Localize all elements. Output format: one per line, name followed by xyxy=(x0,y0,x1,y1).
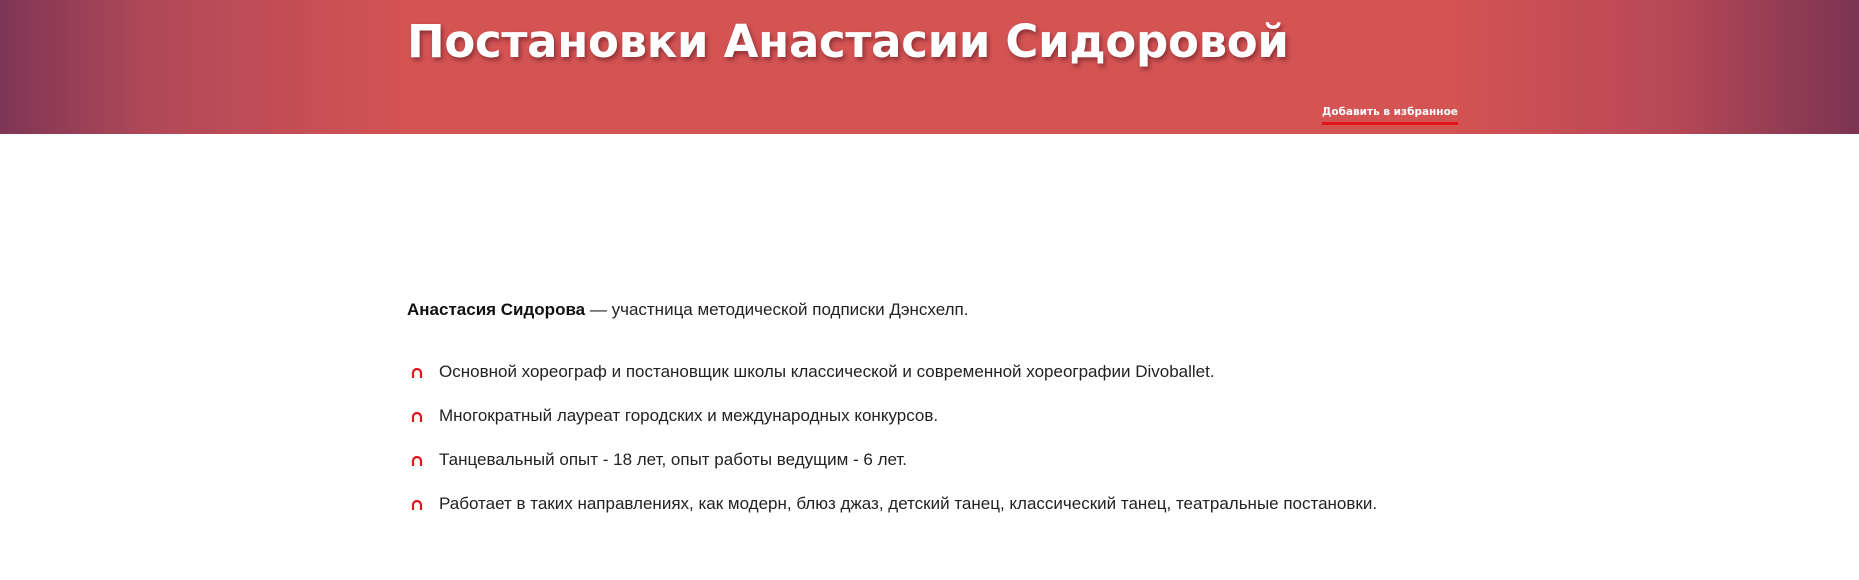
feature-text: Многократный лауреат городских и международных конкурсов. xyxy=(439,406,939,425)
page-title: Постановки Анастасии Сидоровой xyxy=(407,15,1289,68)
feature-text: Основной хореограф и постановщик школы классической и современной хореографии Divoballet. xyxy=(439,362,1215,381)
list-item xyxy=(407,400,1447,432)
horseshoe-arc-icon xyxy=(411,367,423,379)
author-name: Анастасия Сидорова xyxy=(407,300,586,319)
feature-text: Работает в таких направлениях, как модерн, блюз джаз, детский танец, классический танец, театральные постановки. xyxy=(439,494,1378,513)
main-content xyxy=(407,296,1447,532)
list-item xyxy=(407,488,1447,520)
list-item xyxy=(407,444,1447,476)
hero-banner xyxy=(0,0,1859,134)
horseshoe-arc-icon xyxy=(411,411,423,423)
feature-text: Танцевальный опыт - 18 лет, опыт работы ведущим - 6 лет. xyxy=(439,450,907,469)
add-to-favorites-link[interactable]: Добавить в избранное xyxy=(1322,106,1458,125)
horseshoe-arc-icon xyxy=(411,455,423,467)
intro-paragraph xyxy=(407,296,1447,324)
feature-list xyxy=(407,356,1447,520)
list-item xyxy=(407,356,1447,388)
intro-text: — участница методической подписки Дэнсхелп. xyxy=(585,300,969,319)
horseshoe-arc-icon xyxy=(411,499,423,511)
